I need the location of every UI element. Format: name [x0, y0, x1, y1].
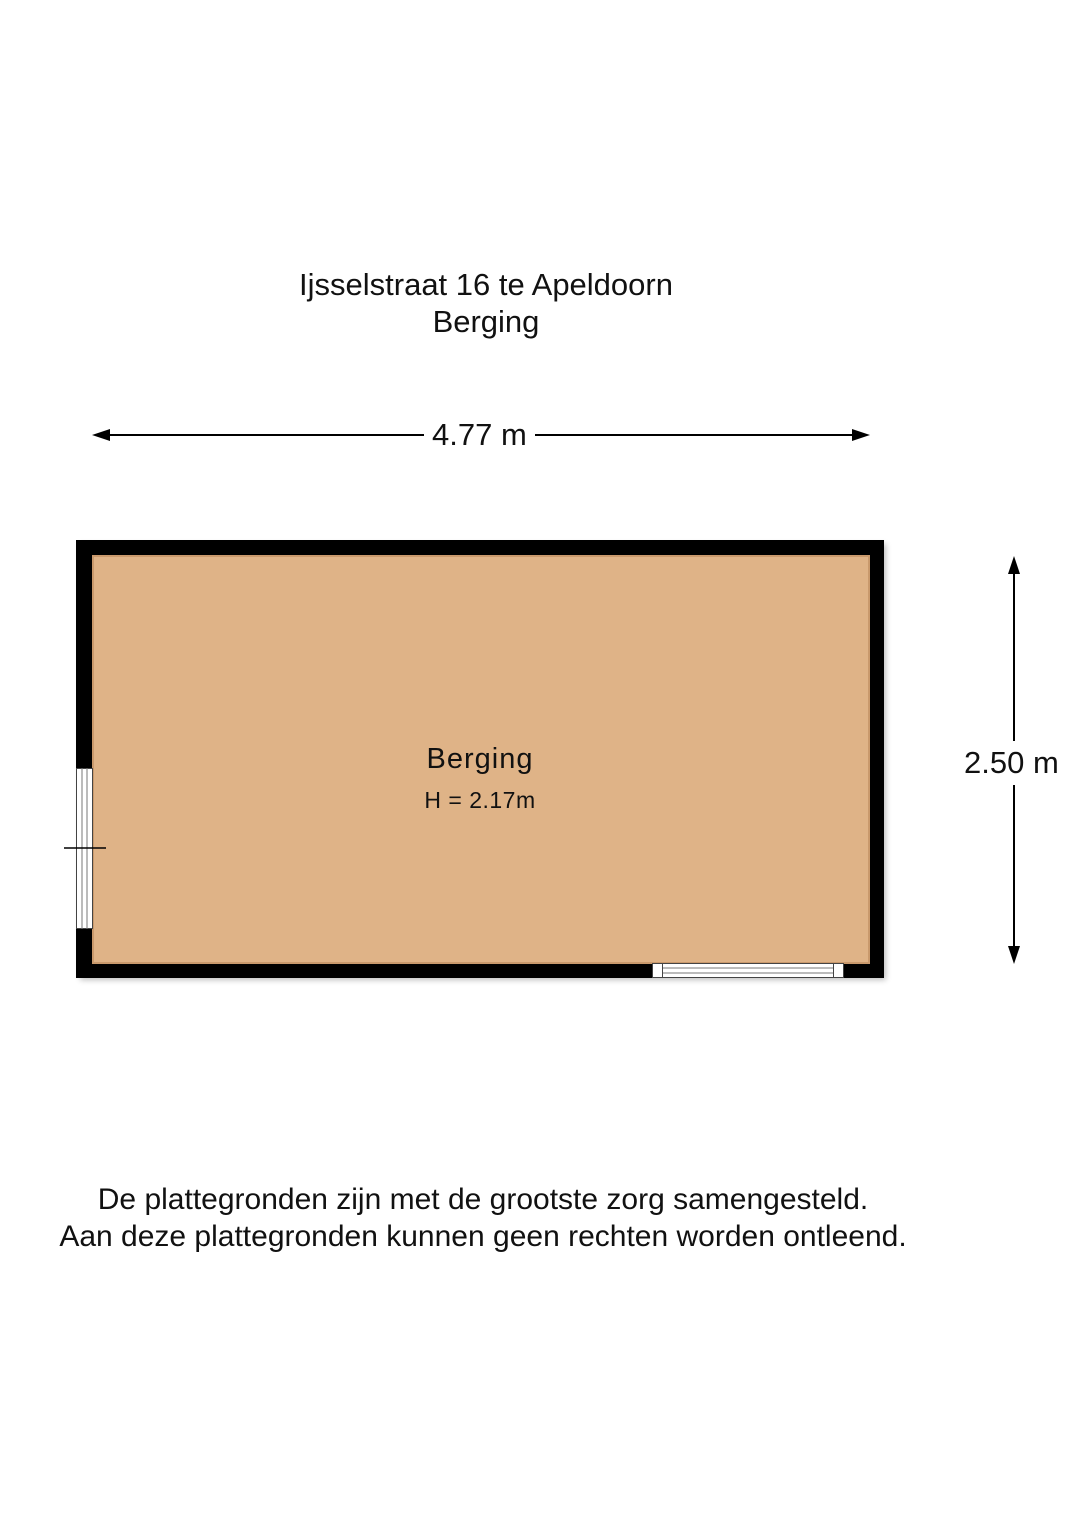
floor-title: Berging	[432, 304, 540, 339]
room-name: Berging	[426, 743, 534, 775]
window-icon	[652, 963, 844, 978]
height-dimension-label: 2.50 m	[962, 741, 1061, 785]
disclaimer-line-1: De plattegronden zijn met de grootste zorg samengesteld.	[97, 1183, 869, 1216]
address-title: Ijsselstraat 16 te Apeldoorn	[299, 267, 673, 302]
width-dimension-label: 4.77 m	[424, 417, 535, 453]
room-ceiling-height: H = 2.17m	[424, 787, 536, 813]
disclaimer	[0, 1181, 966, 1255]
disclaimer-line-2: Aan deze plattegronden kunnen geen rechten worden ontleend.	[59, 1220, 907, 1253]
